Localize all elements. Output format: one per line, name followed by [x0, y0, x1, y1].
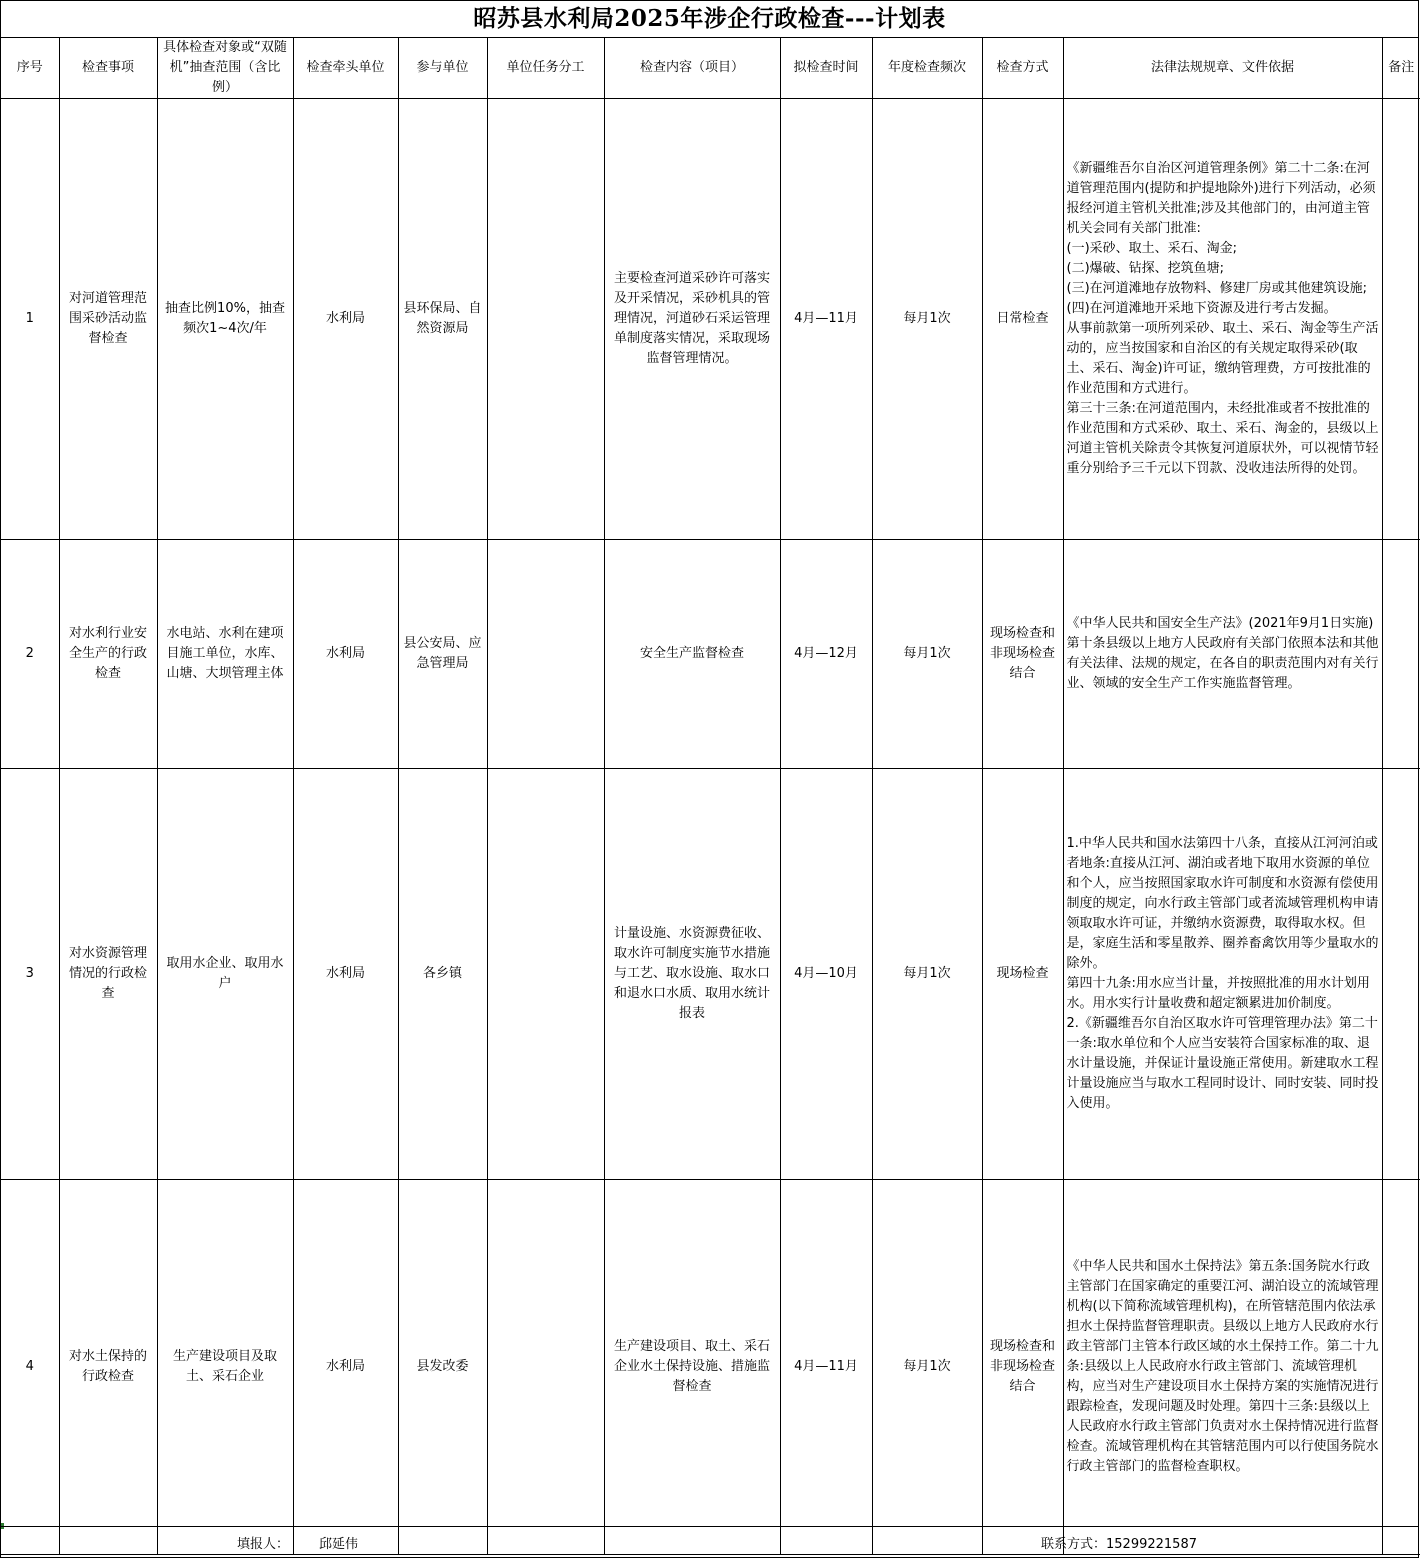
header-frequency: 年度检查频次	[872, 38, 982, 99]
header-time: 拟检查时间	[780, 38, 872, 99]
row-frequency: 每月1次	[872, 769, 982, 1180]
row-task-division	[487, 99, 604, 540]
table-row	[1, 1180, 1420, 1555]
header-item: 检查事项	[59, 38, 157, 99]
filler-label: 填报人：	[237, 1537, 290, 1552]
filler-name: 邱延伟	[319, 1537, 359, 1552]
row-frequency: 每月1次	[872, 540, 982, 769]
header-lead-unit: 检查牵头单位	[293, 38, 398, 99]
row-lead-unit: 水利局	[293, 99, 398, 540]
row-remark	[1382, 769, 1420, 1180]
row-item: 对河道管理范围采砂活动监督检查	[59, 99, 157, 540]
row-time: 4月—10月	[780, 769, 872, 1180]
contact-value: 15299221587	[1106, 1537, 1197, 1552]
header-task-division: 单位任务分工	[487, 38, 604, 99]
row-item: 对水利行业安全生产的行政检查	[59, 540, 157, 769]
table-row	[1, 540, 1420, 769]
row-legal-basis: 《中华人民共和国水土保持法》第五条:国务院水行政主管部门在国家确定的重要江河、湖泊设立的流域管理机构(以下简称流域管理机构)，在所管辖范围内依法承担水土保持监督管理职责。县级以上地方人民政府水行政主管部门主管本行政区域的水土保持工作。第二十九条:县级以上人民政府水行政主管部门、流域管理机构，应当对生产建设项目水土保持方案的实施情况进行跟踪检查，发现问题及时处理。第四十三条:县级以上人民政府水行政主管部门负责对水土保持情况进行监督检查。流域管理机构在其管辖范围内可以行使国务院水行政主管部门的监督检查职权。	[1063, 1180, 1382, 1555]
row-time: 4月—11月	[780, 99, 872, 540]
row-remark	[1382, 1180, 1420, 1555]
row-task-division	[487, 1180, 604, 1555]
header-content: 检查内容（项目）	[604, 38, 780, 99]
header-partner-units: 参与单位	[398, 38, 487, 99]
row-scope: 水电站、水利在建项目施工单位，水库、山塘、大坝管理主体	[157, 540, 293, 769]
header-scope: 具体检查对象或“双随机”抽查范围（含比例）	[157, 38, 293, 99]
row-lead-unit: 水利局	[293, 769, 398, 1180]
row-scope: 抽查比例10%，抽查频次1~4次/年	[157, 99, 293, 540]
table-row	[1, 99, 1420, 540]
signature-footer	[1, 1526, 1418, 1557]
row-legal-basis: 《中华人民共和国安全生产法》(2021年9月1日实施)第十条县级以上地方人民政府有关部门依照本法和其他有关法律、法规的规定，在各自的职责范围内对有关行业、领域的安全生产工作实施监督管理。	[1063, 540, 1382, 769]
header-method: 检查方式	[982, 38, 1063, 99]
row-method: 现场检查和非现场检查结合	[982, 1180, 1063, 1555]
row-task-division	[487, 769, 604, 1180]
row-seq: 3	[1, 769, 59, 1180]
row-frequency: 每月1次	[872, 99, 982, 540]
row-partner-units: 县公安局、应急管理局	[398, 540, 487, 769]
row-method: 现场检查和非现场检查结合	[982, 540, 1063, 769]
row-content: 主要检查河道采砂许可落实及开采情况，采砂机具的管理情况，河道砂石采运管理单制度落实情况，采取现场监督管理情况。	[604, 99, 780, 540]
row-item: 对水土保持的行政检查	[59, 1180, 157, 1555]
row-task-division	[487, 540, 604, 769]
header-row	[1, 38, 1420, 99]
row-method: 现场检查	[982, 769, 1063, 1180]
row-seq: 2	[1, 540, 59, 769]
row-legal-basis: 1.中华人民共和国水法第四十八条，直接从江河河泊或者地条:直接从江河、湖泊或者地下取用水资源的单位和个人，应当按照国家取水许可制度和水资源有偿使用制度的规定，向水行政主管部门或者流域管理机构申请领取取水许可证，并缴纳水资源费，取得取水权。但是，家庭生活和零星散养、圈养畜禽饮用等少量取水的除外。 第四十九条:用水应当计量，并按照批准的用水计划用水。用水实行计量收费和超定额累进加价制度。 2.《新疆维吾尔自治区取水许可管理管理办法》第二十一条:取水单位和个人应当安装符合国家标准的取、退水计量设施，并保证计量设施正常使用。新建取水工程计量设施应当与取水工程同时设计、同时安装、同时投入使用。	[1063, 769, 1382, 1180]
filler-info	[237, 1533, 358, 1552]
contact-label: 联系方式：	[1041, 1537, 1107, 1552]
row-seq: 1	[1, 99, 59, 540]
row-lead-unit: 水利局	[293, 540, 398, 769]
inspection-plan-table	[1, 38, 1420, 1555]
row-lead-unit: 水利局	[293, 1180, 398, 1555]
row-scope: 取用水企业、取用水户	[157, 769, 293, 1180]
contact-info	[1041, 1533, 1197, 1552]
row-content: 安全生产监督检查	[604, 540, 780, 769]
header-remark: 备注	[1382, 38, 1420, 99]
row-remark	[1382, 540, 1420, 769]
row-time: 4月—12月	[780, 540, 872, 769]
table-row	[1, 769, 1420, 1180]
row-legal-basis: 《新疆维吾尔自治区河道管理条例》第二十二条:在河道管理范围内(提防和护提地除外)进行下列活动，必须报经河道主管机关批准;涉及其他部门的，由河道主管机关会同有关部门批准: (一)采砂、取土、采石、淘金; (二)爆破、钻探、挖筑鱼塘; (三)在河道滩地存放物料、修建厂房或其他建筑设施; (四)在河道滩地开采地下资源及进行考古发掘。 从事前款第一项所列采砂、取土、采石、淘金等生产活动的，应当按国家和自治区的有关规定取得采砂(取土、采石、淘金)许可证，缴纳管理费，方可按批准的作业范围和方式进行。 第三十三条:在河道范围内，未经批准或者不按批准的作业范围和方式采砂、取土、采石、淘金的，县级以上河道主管机关除责令其恢复河道原状外，可以视情节轻重分别给予三千元以下罚款、没收违法所得的处罚。	[1063, 99, 1382, 540]
row-time: 4月—11月	[780, 1180, 872, 1555]
row-partner-units: 县发改委	[398, 1180, 487, 1555]
row-frequency: 每月1次	[872, 1180, 982, 1555]
row-method: 日常检查	[982, 99, 1063, 540]
document-title: 昭苏县水利局2025年涉企行政检查---计划表	[1, 1, 1418, 38]
row-content: 计量设施、水资源费征收、取水许可制度实施节水措施与工艺、取水设施、取水口和退水口水质、取用水统计报表	[604, 769, 780, 1180]
row-partner-units: 县环保局、自然资源局	[398, 99, 487, 540]
row-item: 对水资源管理情况的行政检查	[59, 769, 157, 1180]
header-legal-basis: 法律法规规章、文件依据	[1063, 38, 1382, 99]
row-remark	[1382, 99, 1420, 540]
row-partner-units: 各乡镇	[398, 769, 487, 1180]
row-scope: 生产建设项目及取土、采石企业	[157, 1180, 293, 1555]
row-content: 生产建设项目、取土、采石企业水土保持设施、措施监督检查	[604, 1180, 780, 1555]
header-seq: 序号	[1, 38, 59, 99]
row-seq: 4	[1, 1180, 59, 1555]
